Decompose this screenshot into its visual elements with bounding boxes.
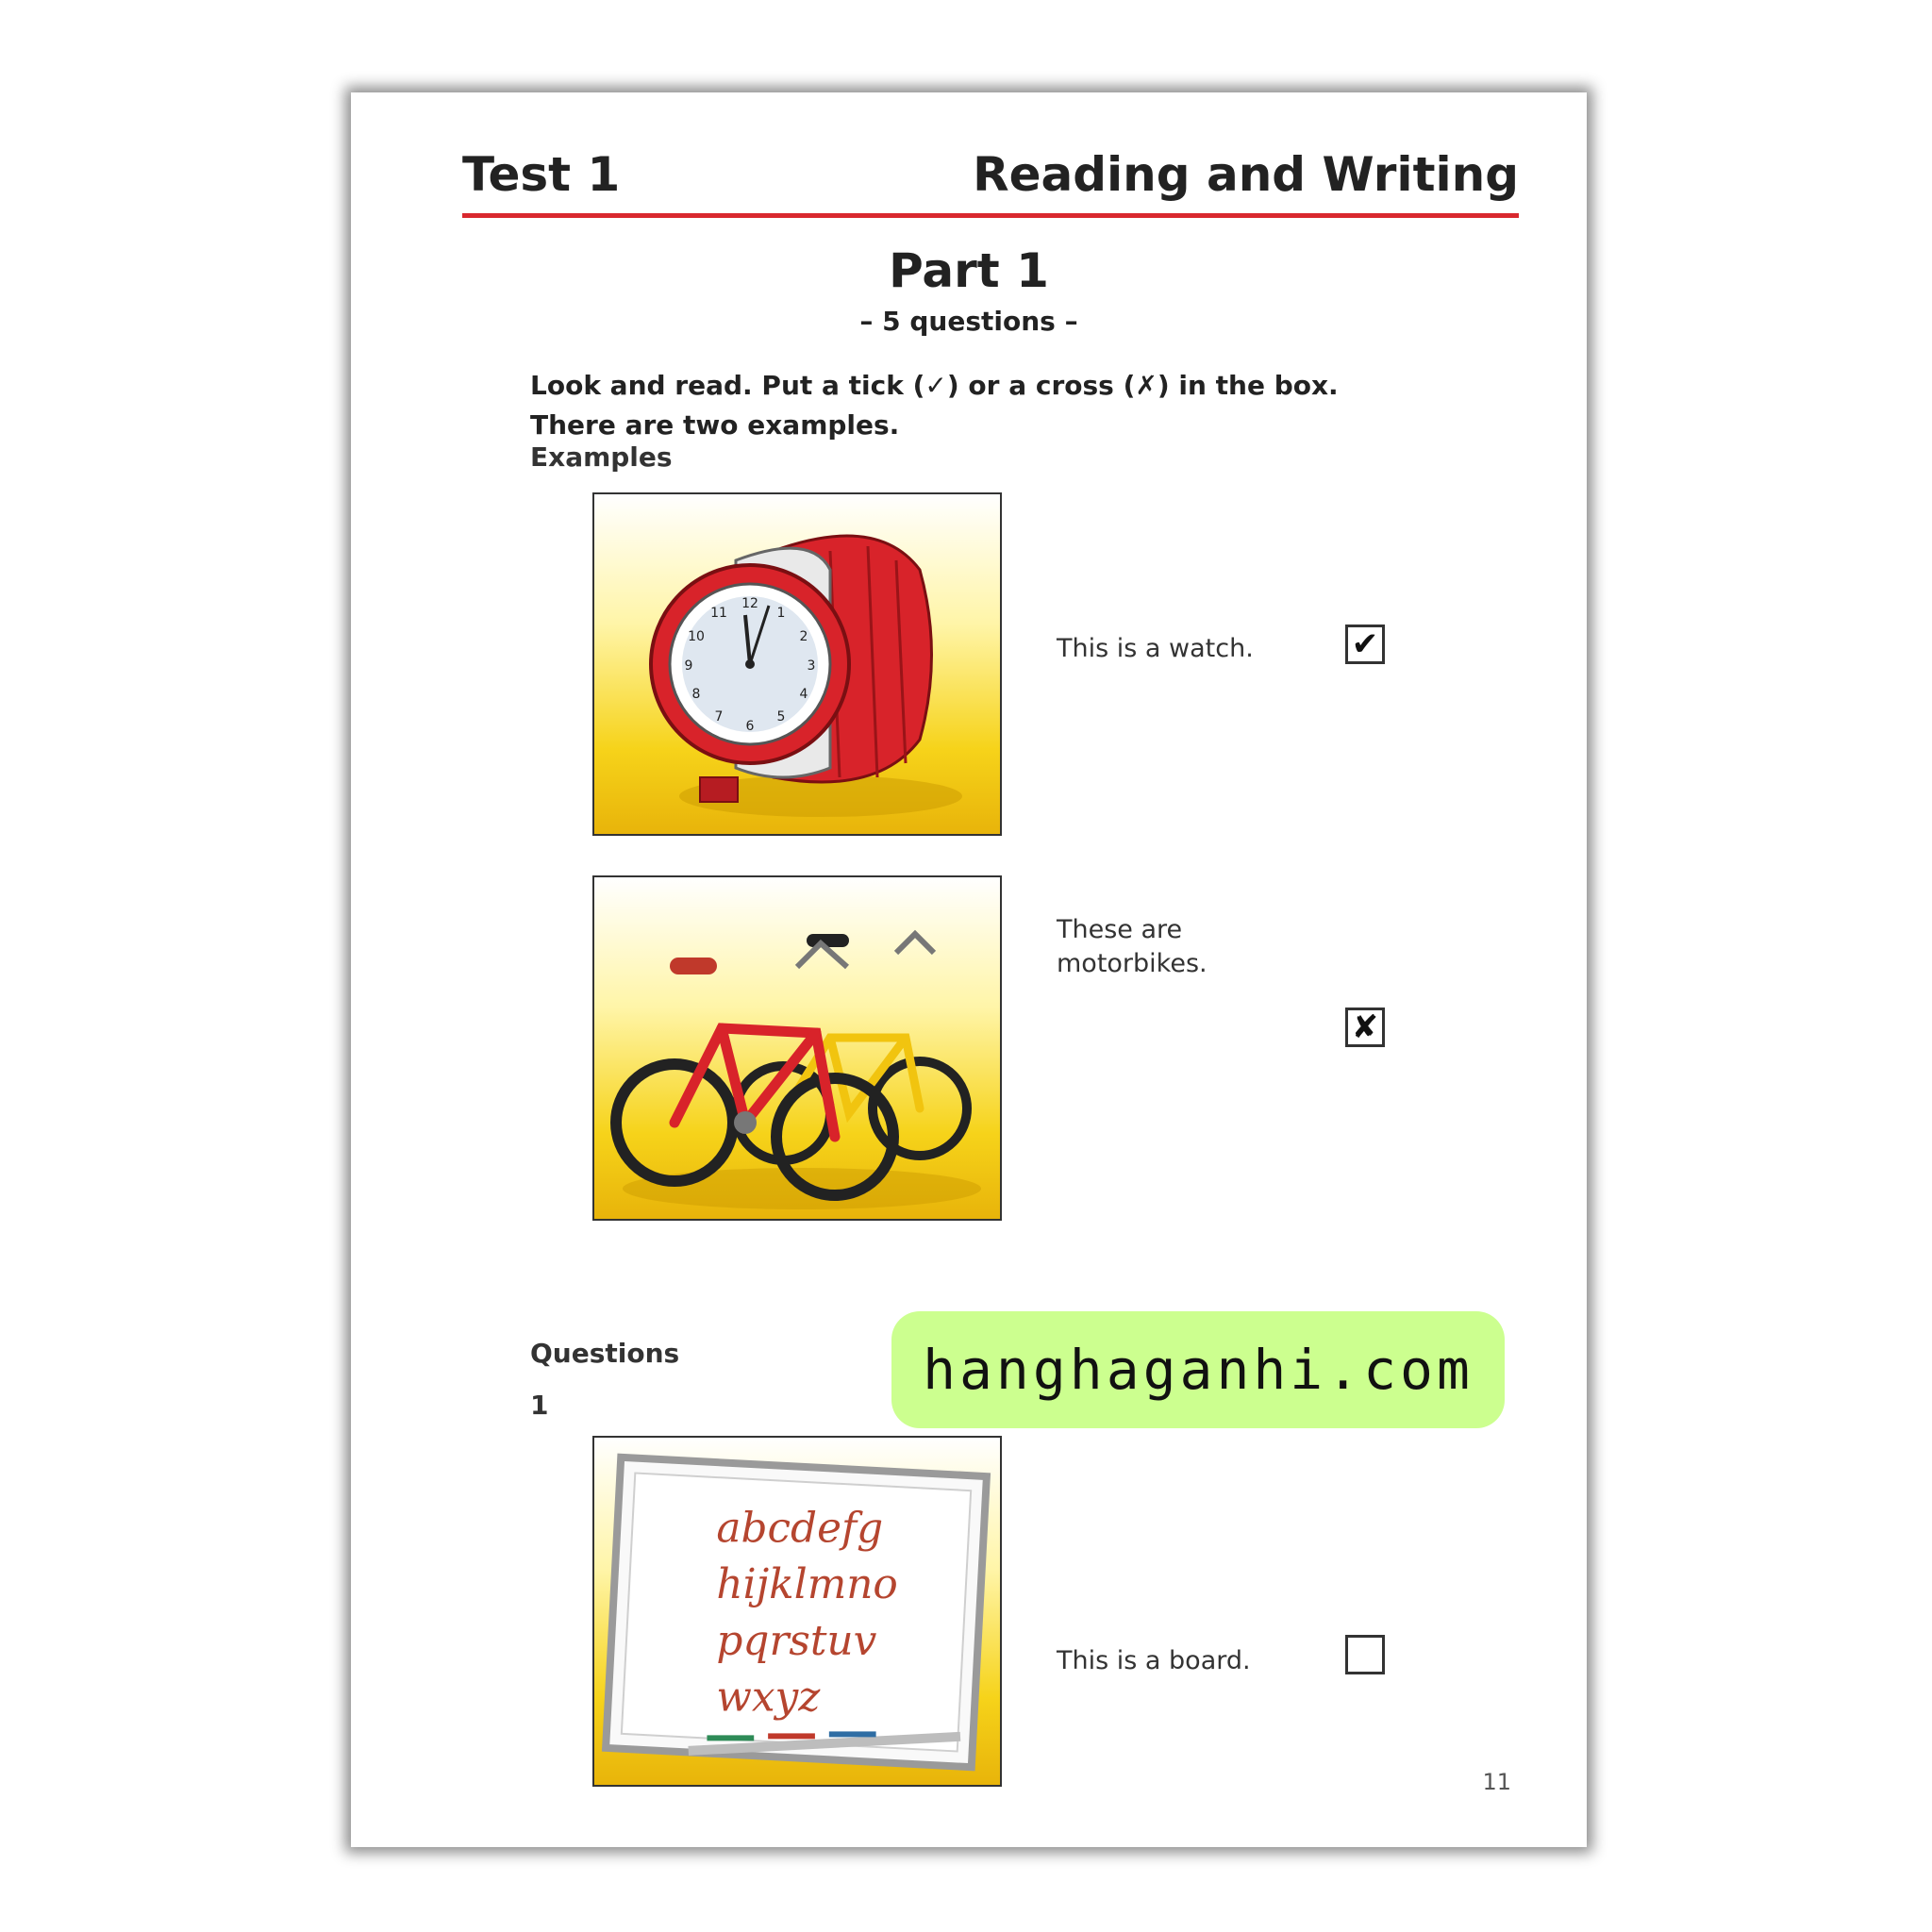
bicycles-illustration (594, 877, 1000, 1219)
example-2-statement-line-2: motorbikes. (1057, 949, 1208, 978)
watch-illustration (594, 494, 1000, 834)
example-2-statement (1057, 913, 1208, 981)
svg-text:11: 11 (710, 606, 727, 621)
svg-text:12: 12 (741, 596, 758, 611)
svg-text:7: 7 (714, 709, 724, 724)
example-1-statement: This is a watch. (1057, 634, 1254, 663)
board-line-1: abcdefg (716, 1504, 884, 1553)
example-2-statement-line-1: These are (1057, 915, 1183, 944)
svg-text:5: 5 (776, 709, 786, 724)
example-1-tick-box[interactable]: ✔ (1345, 625, 1385, 664)
board-line-3: pqrstuv (716, 1616, 877, 1665)
svg-text:3: 3 (807, 658, 816, 674)
part-subtitle: – 5 questions – (859, 306, 1078, 337)
bicycles-picture (592, 875, 1002, 1221)
worksheet-page (351, 92, 1587, 1847)
instruction-line-2: There are two examples. (530, 409, 900, 441)
svg-text:6: 6 (745, 719, 755, 734)
question-1-number: 1 (530, 1390, 549, 1421)
svg-text:10: 10 (688, 629, 705, 644)
watermark-banner: hanghaganhi.com (891, 1311, 1505, 1428)
whiteboard-picture (592, 1436, 1002, 1787)
board-line-4: wxyz (716, 1673, 821, 1722)
svg-text:1: 1 (776, 606, 786, 621)
section-label: Reading and Writing (973, 147, 1519, 202)
part-title: Part 1 (889, 243, 1049, 298)
whiteboard-illustration (594, 1438, 1000, 1785)
watch-picture (592, 492, 1002, 836)
svg-text:9: 9 (684, 658, 693, 674)
question-1-statement: This is a board. (1057, 1646, 1251, 1675)
page-number: 11 (1482, 1769, 1511, 1795)
questions-heading: Questions (530, 1338, 680, 1369)
svg-text:2: 2 (799, 629, 808, 644)
question-1-answer-box[interactable] (1345, 1635, 1385, 1674)
board-line-2: hijklmno (716, 1560, 898, 1609)
svg-text:4: 4 (799, 687, 808, 702)
instructions (530, 366, 1339, 445)
instruction-line-1: Look and read. Put a tick (✓) or a cross (✗) in the box. (530, 370, 1339, 401)
svg-text:8: 8 (691, 687, 701, 702)
test-label: Test 1 (462, 147, 621, 202)
page-header (462, 147, 1519, 218)
examples-heading: Examples (530, 441, 673, 473)
example-2-cross-box[interactable]: ✘ (1345, 1008, 1385, 1047)
